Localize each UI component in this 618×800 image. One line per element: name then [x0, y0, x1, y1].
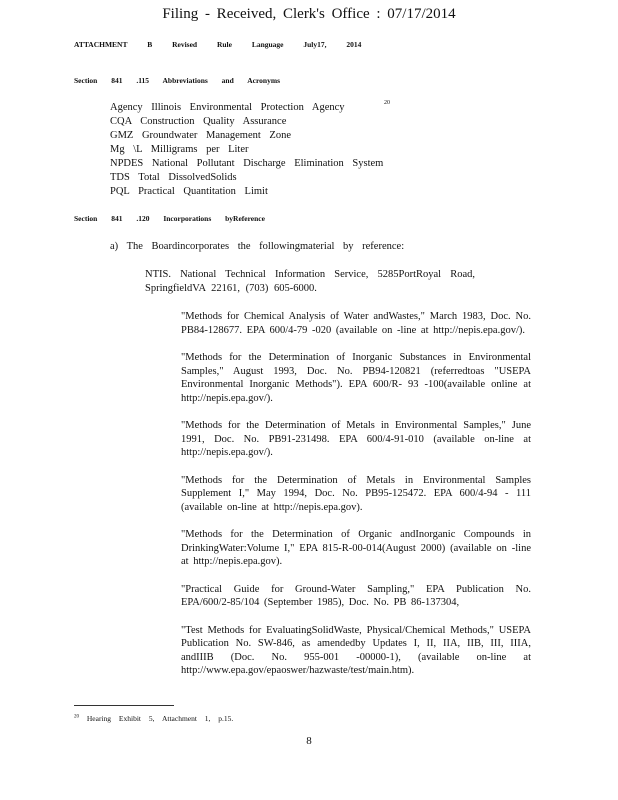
subsection-a: a) The Boardincorporates the followingmaterial by reference:: [110, 241, 405, 252]
footnote-divider: [74, 705, 174, 706]
filing-header: Filing - Received, Clerk's Office : 07/17/2014: [162, 6, 456, 22]
abbreviation-item: GMZ Groundwater Management Zone: [110, 130, 291, 141]
reference-item: "Test Methods for EvaluatingSolidWaste, Physical/Chemical Methods," USEPA Publication No. SW-846, as amendedby Updates I, II, IIA, IIB, III, IIIA, andIIIB (Doc. No. 955-001 -00000-1), (available on-line at http://www.epa.gov/epaoswer/hazwaste/test/main.htm).: [181, 624, 531, 676]
reference-item: "Practical Guide for Ground-Water Sampling," EPA Publication No. EPA/600/2-85/104 (September 1985), Doc. No. PB 86-137304,: [181, 583, 531, 608]
footnote-marker: 20: [384, 100, 390, 106]
abbreviation-item: NPDES National Pollutant Discharge Elimination System: [110, 158, 384, 169]
page-number: 8: [306, 735, 312, 747]
abbreviation-item: TDS Total DissolvedSolids: [110, 172, 237, 183]
attachment-line: ATTACHMENT B Revised Rule Language July17, 2014: [74, 40, 362, 49]
footnote: [74, 714, 233, 723]
abbreviation-item: Mg \L Milligrams per Liter: [110, 144, 249, 155]
reference-item: "Methods for Chemical Analysis of Water andWastes," March 1983, Doc. No. PB84-128677. EPA 600/4-79 -020 (available on -line at http://nepis.epa.gov/).: [181, 311, 531, 336]
abbreviation-item: Agency Illinois Environmental Protection Agency: [110, 102, 345, 113]
reference-item: "Methods for the Determination of Metals in Environmental Samples Supplement I," May 1994, Doc. No. PB95-125472. EPA 600/4-94 - 111 (available on-line at http://nepis.epa.gov).: [181, 474, 531, 513]
abbreviation-item: PQL Practical Quantitation Limit: [110, 186, 268, 197]
section-115-heading: Section 841 .115 Abbreviations and Acronyms: [74, 76, 280, 85]
reference-item: "Methods for the Determination of Inorganic Substances in Environmental Samples," August 1993, Doc. No. PB94-120821 (referredtoas "USEPA Environmental Inorganic Methods"). EPA 600/R- 93 -100(available online at http://nepis.epa.gov/).: [181, 352, 531, 404]
ntis-entry: NTIS. National Technical Information Service, 5285PortRoyal Road, SpringfieldVA 22161, (703) 605-6000.: [145, 269, 475, 294]
reference-item: "Methods for the Determination of Organic andInorganic Compounds in DrinkingWater:Volume I," EPA 815-R-00-014(August 2000) (available on -line at http://nepis.epa.gov).: [181, 529, 531, 567]
section-120-heading: Section 841 .120 Incorporations byReference: [74, 214, 265, 223]
reference-list: [181, 310, 531, 692]
abbreviation-list: [110, 101, 383, 199]
abbreviation-item: CQA Construction Quality Assurance: [110, 116, 287, 127]
footnote-text: Hearing Exhibit 5, Attachment 1, p.15.: [86, 714, 234, 723]
reference-item: "Methods for the Determination of Metals in Environmental Samples," June 1991, Doc. No. PB91-231498. EPA 600/4-91-010 (available on-line at http://nepis.epa.gov/).: [181, 420, 531, 458]
footnote-number: 20: [74, 714, 79, 720]
